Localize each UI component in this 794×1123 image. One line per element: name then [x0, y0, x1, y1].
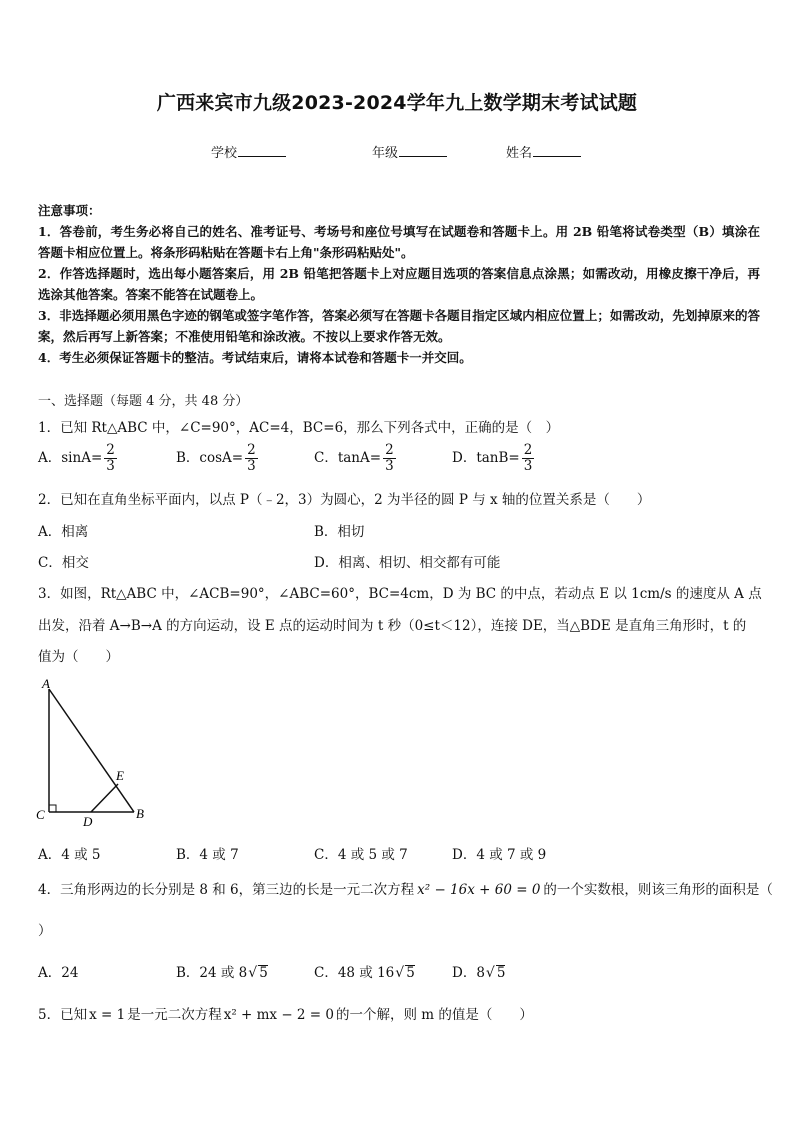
- question-3-option-d: D．4 或 7 或 9: [452, 847, 547, 863]
- question-3-option-b: B．4 或 7: [176, 847, 239, 863]
- notice-heading: 注意事项：: [38, 203, 101, 218]
- school-field: [211, 142, 286, 161]
- question-2-stem: 2．已知在直角坐标平面内，以点 P（﹣2，3）为圆心，2 为半径的圆 P 与 x 轴的位置关系是（ ）: [38, 492, 651, 508]
- grade-label: 年级: [372, 146, 399, 161]
- question-3-line-3: 值为（ ）: [38, 649, 119, 665]
- question-4-line-2: ）: [38, 923, 52, 939]
- label-e: E: [116, 768, 124, 783]
- question-4-option-c: C．48 或 16√ 5: [314, 965, 415, 981]
- triangle-figure: [30, 672, 160, 832]
- question-5-equation: x² + mx − 2 = 0: [223, 1007, 335, 1023]
- notice-item-4: 4．考生必须保证答题卡的整洁。考试结束后，请将本试卷和答题卡一并交回。: [38, 350, 472, 365]
- side-ab: [49, 689, 134, 812]
- right-angle-mark: [49, 805, 56, 812]
- name-blank: [533, 144, 581, 157]
- question-1-option-c: C．tanA= $\frac{2}{3}$: [314, 442, 394, 474]
- label-b: B: [136, 806, 144, 821]
- notice-item-2: 2．作答选择题时，选出每小题答案后，用 2B 铅笔把答题卡上对应题目选项的答案信息点涂黑；如需改动，用橡皮擦干净后，再选涂其他答案。答案不能答在试题卷上。: [38, 266, 760, 302]
- notice-item-3: 3．非选择题必须用黑色字迹的钢笔或签字笔作答，答案必须写在答题卡各题目指定区域内相应位置上；如需改动，先划掉原来的答案，然后再写上新答案；不准使用铅笔和涂改液。不按以上要求作答无效。: [38, 308, 760, 344]
- grade-field: [372, 142, 447, 161]
- grade-blank: [399, 144, 447, 157]
- question-4-equation: x² − 16x + 60 = 0: [417, 882, 541, 898]
- question-3-option-c: C．4 或 5 或 7: [314, 847, 408, 863]
- page-title: 广西来宾市九级2023-2024学年九上数学期末考试试题: [156, 92, 638, 114]
- label-d: D: [83, 814, 93, 829]
- question-2-option-a: A．相离: [38, 524, 89, 540]
- question-1-option-d: D．tanB= $\frac{2}{3}$: [452, 442, 533, 474]
- question-2-option-c: C．相交: [38, 555, 89, 571]
- section-heading: 一、选择题（每题 4 分，共 48 分）: [38, 394, 249, 409]
- name-field: [506, 142, 581, 161]
- question-2-option-b: B．相切: [314, 524, 365, 540]
- question-4-option-b: B．24 或 8√ 5: [176, 965, 268, 981]
- question-3-line-1: 3．如图，Rt△ABC 中，∠ACB=90°，∠ABC=60°，BC=4cm，D 为 BC 的中点，若动点 E 以 1cm/s 的速度从 A 点: [38, 586, 762, 602]
- label-c: C: [36, 807, 45, 822]
- question-1-option-b: B．cosA= $\frac{2}{3}$: [176, 442, 256, 474]
- question-5-condition: x = 1: [89, 1007, 126, 1023]
- name-label: 姓名: [506, 146, 533, 161]
- question-4-line-1: 4．三角形两边的长分别是 8 和 6，第三边的长是一元二次方程 x² − 16x + 60 = 0 的一个实数根，则该三角形的面积是（: [38, 882, 773, 898]
- question-2-option-d: D．相离、相切、相交都有可能: [314, 555, 501, 571]
- question-1-stem: 1．已知 Rt△ABC 中，∠C=90°，AC=4，BC=6，那么下列各式中，正确的是（ ）: [38, 420, 560, 436]
- question-3-line-2: 出发，沿着 A→B→A 的方向运动，设 E 点的运动时间为 t 秒（0≤t＜12），连接 DE，当△BDE 是直角三角形时，t 的: [38, 618, 747, 634]
- school-blank: [238, 144, 286, 157]
- question-4-option-a: A．24: [38, 965, 79, 981]
- question-3-option-a: A．4 或 5: [38, 847, 101, 863]
- school-label: 学校: [211, 146, 238, 161]
- label-a: A: [42, 676, 50, 691]
- notice-item-1: 1．答卷前，考生务必将自己的姓名、准考证号、考场号和座位号填写在试题卷和答题卡上。用 2B 铅笔将试卷类型（B）填涂在答题卡相应位置上。将条形码粘贴在答题卡右上角"条形码粘贴处"。: [38, 224, 760, 260]
- question-1-option-a: A．sinA= $\frac{2}{3}$: [38, 442, 115, 474]
- question-5-stem: 5．已知 x = 1 是一元二次方程 x² + mx − 2 = 0 的一个解，则 m 的值是（ ）: [38, 1007, 533, 1023]
- question-4-option-d: D．8√ 5: [452, 965, 506, 981]
- segment-de: [91, 784, 118, 812]
